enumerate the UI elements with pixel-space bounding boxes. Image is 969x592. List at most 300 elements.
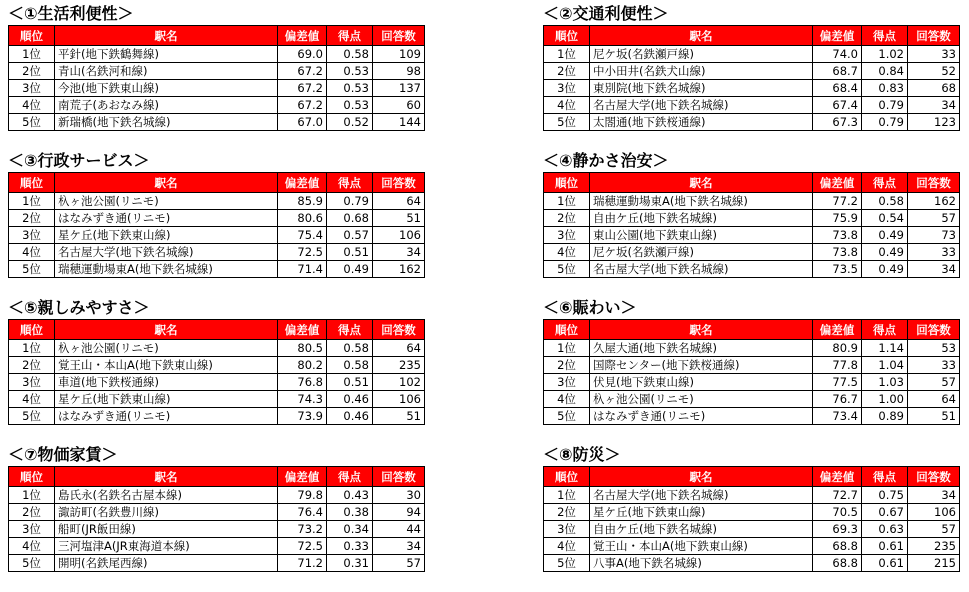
table-row xyxy=(544,97,960,114)
cell-score: 0.43 xyxy=(327,487,373,504)
cell-rank: 5位 xyxy=(544,261,590,278)
cell-deviation-value: 72.5 xyxy=(278,244,327,261)
cell-answer-count: 30 xyxy=(373,487,425,504)
header-deviation-value: 偏差値 xyxy=(813,26,862,46)
cell-score: 0.61 xyxy=(862,538,908,555)
cell-station-name: 星ケ丘(地下鉄東山線) xyxy=(55,391,278,408)
cell-rank: 5位 xyxy=(9,408,55,425)
cell-deviation-value: 70.5 xyxy=(813,504,862,521)
header-rank: 順位 xyxy=(9,320,55,340)
cell-score: 0.34 xyxy=(327,521,373,538)
header-deviation-value: 偏差値 xyxy=(278,173,327,193)
table-row xyxy=(544,261,960,278)
cell-rank: 3位 xyxy=(9,521,55,538)
table-row xyxy=(9,504,425,521)
cell-rank: 2位 xyxy=(9,504,55,521)
header-score: 得点 xyxy=(862,26,908,46)
ranking-table xyxy=(8,466,425,572)
cell-answer-count: 73 xyxy=(908,227,960,244)
header-row xyxy=(9,173,425,193)
ranking-table xyxy=(8,25,425,131)
ranking-table xyxy=(8,172,425,278)
table-row xyxy=(9,46,425,63)
cell-station-name: 伏見(地下鉄東山線) xyxy=(590,374,813,391)
cell-rank: 3位 xyxy=(544,374,590,391)
section-title: ＜②交通利便性＞ xyxy=(543,4,669,23)
table-row xyxy=(544,555,960,572)
section-transport-convenience xyxy=(543,2,960,131)
cell-score: 0.84 xyxy=(862,63,908,80)
cell-station-name: 瑞穂運動場東A(地下鉄名城線) xyxy=(55,261,278,278)
cell-rank: 5位 xyxy=(544,555,590,572)
cell-rank: 2位 xyxy=(9,63,55,80)
cell-station-name: 東別院(地下鉄名城線) xyxy=(590,80,813,97)
cell-answer-count: 33 xyxy=(908,357,960,374)
cell-score: 0.68 xyxy=(327,210,373,227)
cell-deviation-value: 67.2 xyxy=(278,80,327,97)
table-row xyxy=(9,357,425,374)
table-row xyxy=(9,391,425,408)
cell-score: 0.38 xyxy=(327,504,373,521)
section-quiet-safety xyxy=(543,149,960,278)
table-row xyxy=(9,80,425,97)
header-station-name: 駅名 xyxy=(590,26,813,46)
cell-rank: 4位 xyxy=(544,97,590,114)
cell-answer-count: 57 xyxy=(373,555,425,572)
header-deviation-value: 偏差値 xyxy=(813,320,862,340)
cell-answer-count: 51 xyxy=(373,210,425,227)
section-living-convenience xyxy=(8,2,425,131)
table-row xyxy=(544,538,960,555)
header-rank: 順位 xyxy=(9,26,55,46)
cell-station-name: 自由ケ丘(地下鉄名城線) xyxy=(590,521,813,538)
table-row xyxy=(544,374,960,391)
cell-score: 0.53 xyxy=(327,80,373,97)
header-rank: 順位 xyxy=(544,320,590,340)
table-row xyxy=(9,555,425,572)
cell-station-name: 中小田井(名鉄犬山線) xyxy=(590,63,813,80)
table-row xyxy=(9,63,425,80)
cell-answer-count: 102 xyxy=(373,374,425,391)
cell-rank: 3位 xyxy=(9,80,55,97)
cell-deviation-value: 77.8 xyxy=(813,357,862,374)
cell-deviation-value: 77.5 xyxy=(813,374,862,391)
cell-deviation-value: 68.4 xyxy=(813,80,862,97)
cell-rank: 3位 xyxy=(544,80,590,97)
cell-station-name: 瑞穂運動場東A(地下鉄名城線) xyxy=(590,193,813,210)
cell-score: 0.67 xyxy=(862,504,908,521)
table-row xyxy=(544,210,960,227)
cell-deviation-value: 67.4 xyxy=(813,97,862,114)
cell-station-name: はなみずき通(リニモ) xyxy=(55,408,278,425)
cell-score: 0.61 xyxy=(862,555,908,572)
cell-answer-count: 68 xyxy=(908,80,960,97)
header-answer-count: 回答数 xyxy=(908,320,960,340)
table-row xyxy=(9,374,425,391)
section-disaster-prevention xyxy=(543,443,960,572)
cell-answer-count: 34 xyxy=(908,261,960,278)
cell-score: 0.46 xyxy=(327,391,373,408)
table-row xyxy=(9,408,425,425)
cell-answer-count: 51 xyxy=(373,408,425,425)
cell-station-name: 名古屋大学(地下鉄名城線) xyxy=(55,244,278,261)
header-rank: 順位 xyxy=(544,467,590,487)
table-row xyxy=(9,97,425,114)
cell-score: 0.79 xyxy=(862,97,908,114)
cell-score: 1.14 xyxy=(862,340,908,357)
cell-station-name: 新瑞橋(地下鉄名城線) xyxy=(55,114,278,131)
cell-rank: 3位 xyxy=(544,521,590,538)
cell-deviation-value: 76.7 xyxy=(813,391,862,408)
cell-score: 0.49 xyxy=(862,244,908,261)
cell-score: 0.49 xyxy=(327,261,373,278)
header-row xyxy=(544,26,960,46)
cell-answer-count: 51 xyxy=(908,408,960,425)
cell-answer-count: 57 xyxy=(908,210,960,227)
cell-station-name: 覚王山・本山A(地下鉄東山線) xyxy=(55,357,278,374)
cell-answer-count: 34 xyxy=(373,538,425,555)
cell-station-name: 三河塩津A(JR東海道本線) xyxy=(55,538,278,555)
section-title: ＜①生活利便性＞ xyxy=(8,4,134,23)
cell-deviation-value: 72.5 xyxy=(278,538,327,555)
cell-station-name: 車道(地下鉄桜通線) xyxy=(55,374,278,391)
header-deviation-value: 偏差値 xyxy=(278,26,327,46)
cell-station-name: 青山(名鉄河和線) xyxy=(55,63,278,80)
cell-deviation-value: 67.2 xyxy=(278,63,327,80)
section-prices-rent xyxy=(8,443,425,572)
cell-score: 0.58 xyxy=(327,340,373,357)
cell-score: 1.03 xyxy=(862,374,908,391)
cell-answer-count: 53 xyxy=(908,340,960,357)
cell-deviation-value: 69.3 xyxy=(813,521,862,538)
cell-score: 0.51 xyxy=(327,244,373,261)
cell-deviation-value: 80.9 xyxy=(813,340,862,357)
cell-answer-count: 137 xyxy=(373,80,425,97)
cell-station-name: 国際センター(地下鉄桜通線) xyxy=(590,357,813,374)
cell-deviation-value: 80.6 xyxy=(278,210,327,227)
cell-station-name: 覚王山・本山A(地下鉄東山線) xyxy=(590,538,813,555)
cell-answer-count: 106 xyxy=(373,227,425,244)
ranking-table xyxy=(543,466,960,572)
cell-station-name: 杁ヶ池公園(リニモ) xyxy=(55,193,278,210)
header-answer-count: 回答数 xyxy=(373,173,425,193)
cell-answer-count: 106 xyxy=(908,504,960,521)
section-title: ＜⑧防災＞ xyxy=(543,445,621,464)
cell-deviation-value: 67.0 xyxy=(278,114,327,131)
cell-answer-count: 123 xyxy=(908,114,960,131)
table-row xyxy=(9,193,425,210)
cell-deviation-value: 76.4 xyxy=(278,504,327,521)
cell-score: 0.75 xyxy=(862,487,908,504)
cell-answer-count: 235 xyxy=(373,357,425,374)
header-answer-count: 回答数 xyxy=(373,467,425,487)
cell-deviation-value: 67.2 xyxy=(278,97,327,114)
cell-deviation-value: 68.8 xyxy=(813,555,862,572)
cell-score: 0.46 xyxy=(327,408,373,425)
cell-score: 0.58 xyxy=(327,46,373,63)
cell-station-name: 自由ケ丘(地下鉄名城線) xyxy=(590,210,813,227)
cell-rank: 2位 xyxy=(544,357,590,374)
ranking-table xyxy=(8,319,425,425)
section-liveliness xyxy=(543,296,960,425)
cell-deviation-value: 77.2 xyxy=(813,193,862,210)
cell-score: 0.79 xyxy=(862,114,908,131)
table-row xyxy=(544,46,960,63)
cell-score: 0.83 xyxy=(862,80,908,97)
cell-rank: 5位 xyxy=(544,408,590,425)
cell-rank: 1位 xyxy=(9,340,55,357)
cell-rank: 4位 xyxy=(9,97,55,114)
cell-score: 0.31 xyxy=(327,555,373,572)
header-score: 得点 xyxy=(327,26,373,46)
cell-deviation-value: 68.8 xyxy=(813,538,862,555)
header-rank: 順位 xyxy=(9,467,55,487)
cell-rank: 1位 xyxy=(544,340,590,357)
cell-deviation-value: 73.4 xyxy=(813,408,862,425)
cell-rank: 1位 xyxy=(9,487,55,504)
cell-answer-count: 44 xyxy=(373,521,425,538)
cell-station-name: 杁ヶ池公園(リニモ) xyxy=(55,340,278,357)
header-rank: 順位 xyxy=(544,26,590,46)
cell-answer-count: 109 xyxy=(373,46,425,63)
cell-score: 0.58 xyxy=(327,357,373,374)
cell-answer-count: 57 xyxy=(908,374,960,391)
ranking-table xyxy=(543,172,960,278)
table-row xyxy=(544,227,960,244)
cell-score: 0.51 xyxy=(327,374,373,391)
cell-deviation-value: 73.8 xyxy=(813,244,862,261)
cell-station-name: はなみずき通(リニモ) xyxy=(590,408,813,425)
cell-rank: 1位 xyxy=(9,46,55,63)
header-row xyxy=(9,467,425,487)
cell-score: 0.63 xyxy=(862,521,908,538)
table-row xyxy=(9,227,425,244)
cell-deviation-value: 69.0 xyxy=(278,46,327,63)
header-score: 得点 xyxy=(862,173,908,193)
cell-score: 1.00 xyxy=(862,391,908,408)
cell-rank: 5位 xyxy=(9,114,55,131)
cell-deviation-value: 73.8 xyxy=(813,227,862,244)
cell-score: 0.53 xyxy=(327,97,373,114)
table-row xyxy=(544,63,960,80)
cell-deviation-value: 72.7 xyxy=(813,487,862,504)
ranking-table xyxy=(543,25,960,131)
cell-score: 0.58 xyxy=(862,193,908,210)
cell-score: 0.54 xyxy=(862,210,908,227)
table-row xyxy=(544,408,960,425)
header-answer-count: 回答数 xyxy=(373,320,425,340)
section-friendliness xyxy=(8,296,425,425)
cell-station-name: 船町(JR飯田線) xyxy=(55,521,278,538)
cell-answer-count: 98 xyxy=(373,63,425,80)
header-rank: 順位 xyxy=(544,173,590,193)
table-row xyxy=(9,340,425,357)
cell-station-name: 尼ケ坂(名鉄瀬戸線) xyxy=(590,46,813,63)
cell-answer-count: 64 xyxy=(373,340,425,357)
cell-answer-count: 64 xyxy=(908,391,960,408)
header-row xyxy=(544,173,960,193)
cell-score: 1.02 xyxy=(862,46,908,63)
cell-answer-count: 60 xyxy=(373,97,425,114)
cell-deviation-value: 79.8 xyxy=(278,487,327,504)
cell-station-name: 名古屋大学(地下鉄名城線) xyxy=(590,261,813,278)
header-station-name: 駅名 xyxy=(55,26,278,46)
cell-station-name: 星ケ丘(地下鉄東山線) xyxy=(55,227,278,244)
cell-rank: 5位 xyxy=(9,261,55,278)
cell-station-name: 諏訪町(名鉄豊川線) xyxy=(55,504,278,521)
section-title: ＜⑥賑わい＞ xyxy=(543,298,637,317)
cell-answer-count: 215 xyxy=(908,555,960,572)
cell-score: 0.49 xyxy=(862,227,908,244)
cell-rank: 1位 xyxy=(544,46,590,63)
cell-answer-count: 94 xyxy=(373,504,425,521)
cell-deviation-value: 75.9 xyxy=(813,210,862,227)
table-row xyxy=(544,391,960,408)
header-row xyxy=(9,26,425,46)
cell-answer-count: 34 xyxy=(908,97,960,114)
cell-score: 0.52 xyxy=(327,114,373,131)
cell-station-name: 島氏永(名鉄名古屋本線) xyxy=(55,487,278,504)
header-station-name: 駅名 xyxy=(590,467,813,487)
cell-answer-count: 33 xyxy=(908,244,960,261)
cell-answer-count: 33 xyxy=(908,46,960,63)
cell-answer-count: 162 xyxy=(908,193,960,210)
cell-rank: 1位 xyxy=(9,193,55,210)
cell-deviation-value: 74.0 xyxy=(813,46,862,63)
cell-rank: 2位 xyxy=(544,210,590,227)
cell-rank: 4位 xyxy=(9,244,55,261)
cell-deviation-value: 67.3 xyxy=(813,114,862,131)
cell-station-name: 太閤通(地下鉄桜通線) xyxy=(590,114,813,131)
cell-rank: 3位 xyxy=(9,227,55,244)
header-score: 得点 xyxy=(327,173,373,193)
cell-station-name: 久屋大通(地下鉄名城線) xyxy=(590,340,813,357)
cell-deviation-value: 76.8 xyxy=(278,374,327,391)
cell-deviation-value: 73.2 xyxy=(278,521,327,538)
table-row xyxy=(9,538,425,555)
table-row xyxy=(544,244,960,261)
cell-deviation-value: 73.9 xyxy=(278,408,327,425)
cell-score: 0.49 xyxy=(862,261,908,278)
cell-answer-count: 235 xyxy=(908,538,960,555)
table-row xyxy=(544,357,960,374)
cell-score: 0.33 xyxy=(327,538,373,555)
cell-station-name: 開明(名鉄尾西線) xyxy=(55,555,278,572)
cell-rank: 4位 xyxy=(9,538,55,555)
cell-deviation-value: 80.5 xyxy=(278,340,327,357)
cell-rank: 1位 xyxy=(544,487,590,504)
cell-rank: 2位 xyxy=(544,504,590,521)
cell-score: 0.79 xyxy=(327,193,373,210)
header-answer-count: 回答数 xyxy=(908,173,960,193)
cell-rank: 3位 xyxy=(544,227,590,244)
cell-station-name: 星ケ丘(地下鉄東山線) xyxy=(590,504,813,521)
cell-deviation-value: 74.3 xyxy=(278,391,327,408)
cell-station-name: 尼ケ坂(名鉄瀬戸線) xyxy=(590,244,813,261)
cell-station-name: 平針(地下鉄鶴舞線) xyxy=(55,46,278,63)
header-station-name: 駅名 xyxy=(590,320,813,340)
cell-station-name: 名古屋大学(地下鉄名城線) xyxy=(590,97,813,114)
table-row xyxy=(544,487,960,504)
table-row xyxy=(544,80,960,97)
table-row xyxy=(9,114,425,131)
header-deviation-value: 偏差値 xyxy=(813,173,862,193)
cell-deviation-value: 73.5 xyxy=(813,261,862,278)
cell-station-name: 杁ヶ池公園(リニモ) xyxy=(590,391,813,408)
header-score: 得点 xyxy=(327,320,373,340)
header-score: 得点 xyxy=(862,320,908,340)
table-row xyxy=(544,521,960,538)
ranking-table xyxy=(543,319,960,425)
cell-rank: 5位 xyxy=(544,114,590,131)
cell-answer-count: 34 xyxy=(373,244,425,261)
cell-score: 0.57 xyxy=(327,227,373,244)
cell-rank: 2位 xyxy=(9,357,55,374)
cell-station-name: 南荒子(あおなみ線) xyxy=(55,97,278,114)
table-row xyxy=(544,193,960,210)
cell-deviation-value: 71.4 xyxy=(278,261,327,278)
header-station-name: 駅名 xyxy=(55,467,278,487)
section-title: ＜⑤親しみやすさ＞ xyxy=(8,298,150,317)
cell-answer-count: 57 xyxy=(908,521,960,538)
header-deviation-value: 偏差値 xyxy=(278,467,327,487)
cell-answer-count: 162 xyxy=(373,261,425,278)
cell-rank: 3位 xyxy=(9,374,55,391)
header-answer-count: 回答数 xyxy=(908,467,960,487)
cell-answer-count: 144 xyxy=(373,114,425,131)
cell-rank: 1位 xyxy=(544,193,590,210)
cell-rank: 5位 xyxy=(9,555,55,572)
header-station-name: 駅名 xyxy=(55,173,278,193)
table-row xyxy=(544,340,960,357)
table-row xyxy=(9,261,425,278)
cell-score: 1.04 xyxy=(862,357,908,374)
header-deviation-value: 偏差値 xyxy=(278,320,327,340)
table-row xyxy=(9,244,425,261)
header-answer-count: 回答数 xyxy=(373,26,425,46)
header-station-name: 駅名 xyxy=(590,173,813,193)
cell-station-name: 今池(地下鉄東山線) xyxy=(55,80,278,97)
cell-station-name: 東山公園(地下鉄東山線) xyxy=(590,227,813,244)
section-administrative-services xyxy=(8,149,425,278)
header-deviation-value: 偏差値 xyxy=(813,467,862,487)
table-row xyxy=(544,504,960,521)
header-rank: 順位 xyxy=(9,173,55,193)
header-row xyxy=(544,467,960,487)
cell-deviation-value: 80.2 xyxy=(278,357,327,374)
header-score: 得点 xyxy=(327,467,373,487)
section-title: ＜⑦物価家賃＞ xyxy=(8,445,118,464)
header-station-name: 駅名 xyxy=(55,320,278,340)
header-score: 得点 xyxy=(862,467,908,487)
section-title: ＜④静かさ治安＞ xyxy=(543,151,669,170)
cell-deviation-value: 85.9 xyxy=(278,193,327,210)
cell-deviation-value: 71.2 xyxy=(278,555,327,572)
cell-deviation-value: 75.4 xyxy=(278,227,327,244)
cell-score: 0.89 xyxy=(862,408,908,425)
cell-rank: 4位 xyxy=(544,244,590,261)
cell-station-name: はなみずき通(リニモ) xyxy=(55,210,278,227)
cell-deviation-value: 68.7 xyxy=(813,63,862,80)
table-row xyxy=(9,521,425,538)
cell-answer-count: 106 xyxy=(373,391,425,408)
cell-rank: 4位 xyxy=(544,538,590,555)
table-row xyxy=(9,487,425,504)
cell-rank: 4位 xyxy=(544,391,590,408)
cell-answer-count: 34 xyxy=(908,487,960,504)
table-row xyxy=(544,114,960,131)
cell-station-name: 名古屋大学(地下鉄名城線) xyxy=(590,487,813,504)
